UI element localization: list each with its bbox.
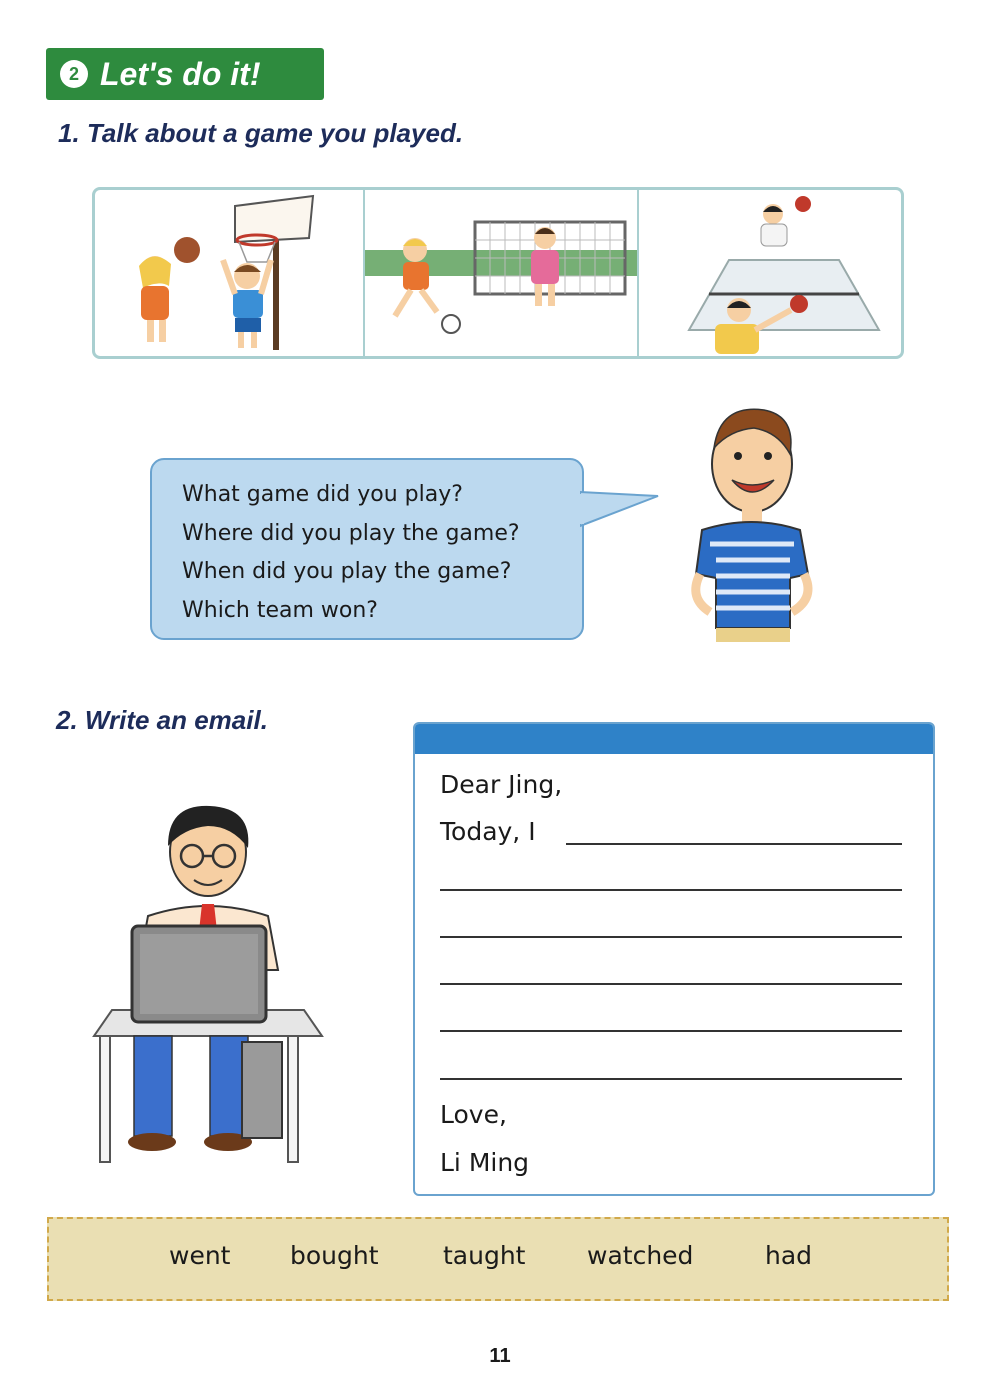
word-bank-item: bought <box>290 1241 379 1270</box>
email-closing: Love, <box>440 1100 507 1129</box>
soccer-picture <box>365 190 639 356</box>
word-bank-item: watched <box>587 1241 694 1270</box>
question-bubble <box>150 458 584 640</box>
section-banner <box>46 48 324 100</box>
question-4: Which team won? <box>182 597 378 623</box>
email-signature: Li Ming <box>440 1148 530 1177</box>
task1-heading: 1. Talk about a game you played. <box>58 118 464 148</box>
write-line-5[interactable] <box>440 1030 902 1032</box>
page-number: 11 <box>489 1345 511 1367</box>
section-number: 2 <box>60 60 88 88</box>
email-header-bar <box>415 724 933 754</box>
picture-strip <box>92 187 904 359</box>
section-title: Let's do it! <box>100 55 261 92</box>
email-greeting: Dear Jing, <box>440 770 563 799</box>
word-bank-item: taught <box>443 1241 526 1270</box>
question-2: Where did you play the game? <box>182 520 520 546</box>
table-tennis-picture <box>639 190 904 356</box>
boy-at-computer-illustration <box>92 800 324 1170</box>
question-1: What game did you play? <box>182 482 463 507</box>
email-start: Today, I <box>440 817 536 846</box>
boy-illustration <box>680 398 822 644</box>
write-line-1[interactable] <box>566 843 902 845</box>
bubble-tail <box>580 488 662 532</box>
basketball-picture <box>95 190 365 356</box>
question-3: When did you play the game? <box>182 559 512 584</box>
write-line-4[interactable] <box>440 983 902 985</box>
write-line-3[interactable] <box>440 936 902 938</box>
word-bank-item: had <box>765 1241 813 1270</box>
word-bank-item: went <box>169 1241 231 1270</box>
write-line-6[interactable] <box>440 1078 902 1080</box>
task2-heading: 2. Write an email. <box>56 705 268 735</box>
write-line-2[interactable] <box>440 889 902 891</box>
